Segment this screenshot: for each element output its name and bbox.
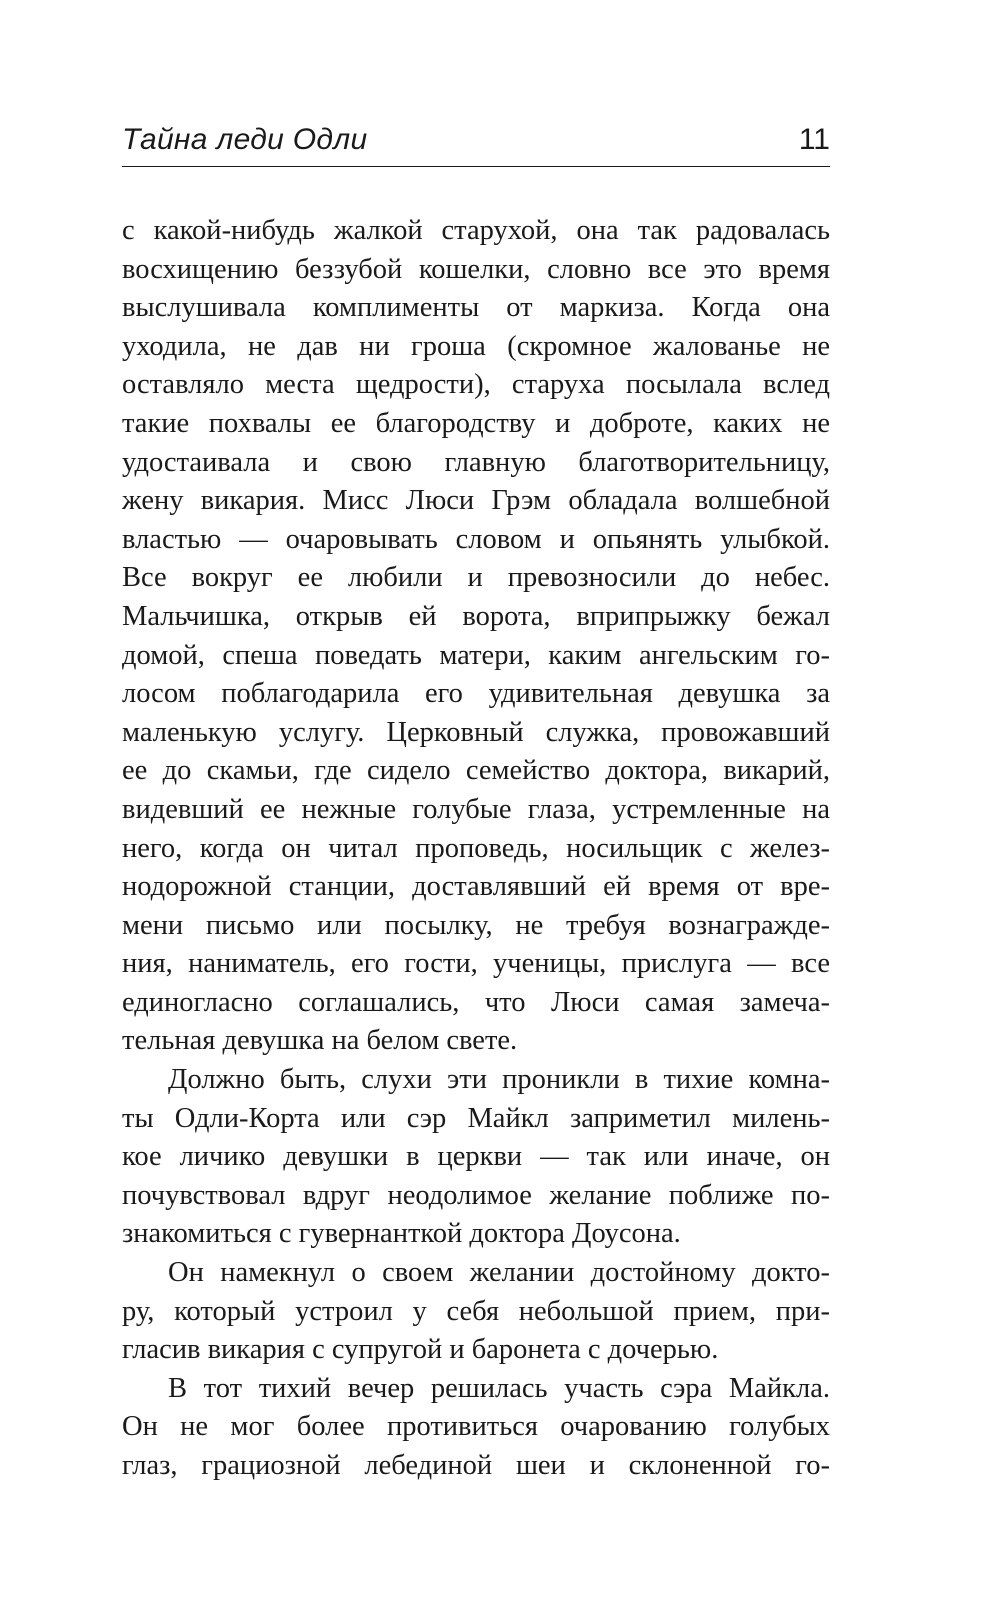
text-line: такие похвалы ее благородству и доброте, каких не <box>122 407 830 439</box>
text-line: Все вокруг ее любили и превозносили до небес. <box>122 562 830 594</box>
text-line: мени письмо или посылку, не требуя вознагражде- <box>122 909 830 941</box>
text-line: видевший ее нежные голубые глаза, устремленные на <box>122 793 830 825</box>
text-line: него, когда он читал проповедь, носильщик с желез- <box>122 832 830 864</box>
book-title: Тайна леди Одли <box>122 123 368 156</box>
text-line: глаз, грациозной лебединой шеи и склоненной го- <box>122 1450 830 1481</box>
text-line: лосом поблагодарила его удивительная девушка за <box>122 678 830 710</box>
text-line: властью — очаровывать словом и опьянять улыбкой. <box>122 523 830 555</box>
text-line: жену викария. Мисс Люси Грэм обладала волшебной <box>122 485 830 517</box>
text-line: кое личико девушки в церкви — так или иначе, он <box>122 1141 830 1173</box>
text-line: восхищению беззубой кошелки, словно все это время <box>122 253 830 285</box>
text-line: ее до скамьи, где сидело семейство доктора, викарий, <box>122 755 830 787</box>
text-line: Должно быть, слухи эти проникли в тихие комна- <box>168 1064 830 1096</box>
text-line: с какой-нибудь жалкой старухой, она так радовалась <box>122 215 830 246</box>
text-line: оставляло места щедрости), старуха посылала вслед <box>122 369 830 401</box>
text-line: почувствовал вдруг неодолимое желание поближе по- <box>122 1179 830 1211</box>
text-line: удостаивала и свою главную благотворительницу, <box>122 446 830 478</box>
text-line: уходила, не дав ни гроша (скромное жалованье не <box>122 330 830 362</box>
text-line: нодорожной станции, доставлявший ей время от вре- <box>122 871 830 903</box>
text-line: выслушивала комплименты от маркиза. Когда она <box>122 292 830 324</box>
text-line: тельная девушка на белом свете. <box>122 1025 518 1057</box>
text-line: Он не мог более противиться очарованию голубых <box>122 1411 830 1443</box>
text-line: маленькую услугу. Церковный служка, провожавший <box>122 716 830 748</box>
page-number: 11 <box>798 123 830 156</box>
text-line: домой, спеша поведать матери, каким ангельским го- <box>122 639 830 671</box>
text-line: знакомиться с гувернанткой доктора Доусона. <box>122 1218 681 1250</box>
text-line: ния, наниматель, его гости, ученицы, прислуга — все <box>122 948 830 980</box>
text-line: ру, который устроил у себя небольшой прием, при- <box>122 1295 830 1327</box>
running-header <box>122 118 830 167</box>
text-line: единогласно соглашались, что Люси самая замеча- <box>122 986 830 1018</box>
text-line: Он намекнул о своем желании достойному докто- <box>168 1257 830 1289</box>
text-line: гласив викария с супругой и баронета с дочерью. <box>122 1334 719 1366</box>
text-line: В тот тихий вечер решилась участь сэра Майкла. <box>168 1372 830 1404</box>
body-text <box>122 212 830 1486</box>
text-line: ты Одли-Корта или сэр Майкл заприметил милень- <box>122 1102 830 1134</box>
text-line: Мальчишка, открыв ей ворота, вприпрыжку бежал <box>122 600 830 632</box>
